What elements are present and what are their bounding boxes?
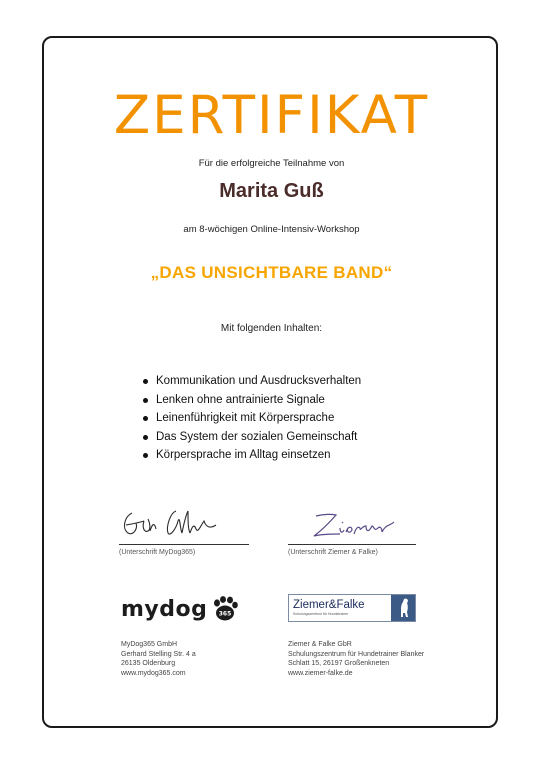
intro-text: Für die erfolgreiche Teilnahme von [198, 158, 345, 169]
zf-tagline: Schulungszentrum für Hundetrainer [293, 612, 349, 616]
address-line: Ziemer & Falke GbR [288, 641, 352, 648]
mydog-badge-text: 365 [219, 610, 232, 618]
address-line: Schulungszentrum für Hundetrainer Blanker [288, 650, 425, 658]
recipient-name: Marita Guß [219, 180, 324, 202]
topic-list [140, 372, 361, 465]
workshop-intro: am 8-wöchigen Online-Intensiv-Workshop [183, 224, 360, 235]
signature-line-right [288, 544, 416, 545]
certificate-title: ZERTIFIKAT [113, 85, 430, 146]
topic-item: Körpersprache im Alltag einsetzen [140, 446, 361, 465]
workshop-title: „DAS UNSICHTBARE BAND“ [150, 263, 393, 282]
topic-item: Das System der sozialen Gemeinschaft [140, 428, 361, 447]
address-line: 26135 Oldenburg [121, 660, 176, 667]
signature-caption-right: (Unterschrift Ziemer & Falke) [288, 549, 378, 556]
zf-wordmark: Ziemer&Falke [293, 599, 365, 611]
address-line: Gerhard Stelling Str. 4 a [121, 650, 196, 658]
signature-line-left [119, 544, 249, 545]
address-mydog [121, 640, 196, 678]
topic-item: Leinenführigkeit mit Körpersprache [140, 409, 361, 428]
mydog-wordmark: mydog [121, 596, 208, 622]
address-line: Schlatt 15, 26197 Großenkneten [288, 660, 390, 667]
contents-heading: Mit folgenden Inhalten: [220, 323, 323, 334]
topic-item: Lenken ohne antrainierte Signale [140, 391, 361, 410]
address-ziemer-falke [288, 640, 424, 678]
ziemer-falke-logo [288, 594, 416, 622]
dog-silhouette-icon [391, 595, 415, 621]
mydog-logo [121, 594, 239, 624]
address-line: www.mydog365.com [121, 669, 186, 677]
paw-icon [211, 596, 239, 622]
signature-ziemer [310, 510, 410, 540]
address-line: MyDog365 GmbH [121, 641, 178, 648]
signature-caption-left: (Unterschrift MyDog365) [119, 549, 196, 556]
address-line: www.ziemer-falke.de [288, 669, 353, 677]
signature-mydog [118, 507, 228, 541]
topic-item: Kommunikation und Ausdrucksverhalten [140, 372, 361, 391]
